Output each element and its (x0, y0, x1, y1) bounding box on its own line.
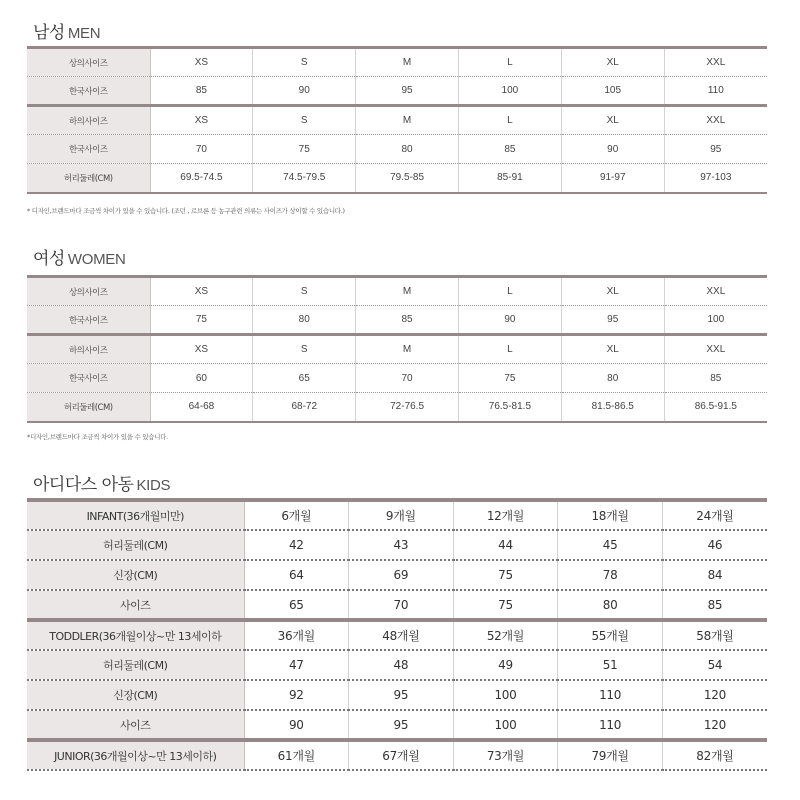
kids-size-cell: 52개월 (453, 620, 558, 650)
kids-row-label: 신장(CM) (27, 680, 244, 710)
women-size-cell: 72-76.5 (356, 393, 459, 422)
kids-table-row (27, 590, 767, 620)
kids-table-row (27, 710, 767, 740)
men-size-cell: 85-91 (458, 164, 561, 193)
kids-table-row (27, 560, 767, 590)
men-size-cell: 97-103 (664, 164, 767, 193)
kids-size-table (27, 498, 767, 771)
men-row-label: 하의사이즈 (27, 106, 150, 135)
kids-size-cell: 65 (244, 590, 349, 620)
women-table-row (27, 393, 767, 422)
kids-row-label: 허리둘레(CM) (27, 650, 244, 680)
men-size-cell: XXL (664, 106, 767, 135)
men-size-table (27, 46, 767, 194)
women-size-cell: S (253, 335, 356, 364)
kids-size-cell: 92 (244, 680, 349, 710)
women-row-label: 상의사이즈 (27, 277, 150, 306)
women-size-cell: L (458, 277, 561, 306)
women-size-cell: L (458, 335, 561, 364)
kids-size-cell: 9개월 (349, 500, 454, 530)
women-size-cell: 90 (458, 306, 561, 335)
kids-row-label: 신장(CM) (27, 560, 244, 590)
women-size-cell: 80 (253, 306, 356, 335)
women-table-row (27, 364, 767, 393)
women-row-label: 한국사이즈 (27, 364, 150, 393)
women-size-cell: M (356, 335, 459, 364)
kids-size-cell: 18개월 (558, 500, 663, 530)
kids-size-cell: 75 (453, 560, 558, 590)
men-size-cell: 69.5-74.5 (150, 164, 253, 193)
kids-size-cell: 47 (244, 650, 349, 680)
women-size-cell: XXL (664, 335, 767, 364)
men-table-row (27, 106, 767, 135)
kids-size-cell: 78 (558, 560, 663, 590)
women-size-cell: 65 (253, 364, 356, 393)
kids-size-cell: 55개월 (558, 620, 663, 650)
women-size-cell: XS (150, 277, 253, 306)
women-size-cell: XL (561, 277, 664, 306)
kids-size-cell: 110 (558, 710, 663, 740)
kids-row-label: JUNIOR(36개월이상~만 13세이하) (27, 740, 244, 770)
men-row-label: 허리둘레(CM) (27, 164, 150, 193)
men-size-cell: S (253, 106, 356, 135)
kids-size-cell: 70 (349, 590, 454, 620)
kids-size-cell: 67개월 (349, 740, 454, 770)
men-size-cell: 70 (150, 135, 253, 164)
kids-size-cell: 36개월 (244, 620, 349, 650)
men-table-row (27, 48, 767, 77)
kids-size-cell: 42 (244, 530, 349, 560)
men-size-cell: 105 (561, 77, 664, 106)
men-title-en: MEN (67, 25, 101, 42)
men-size-cell: 80 (356, 135, 459, 164)
kids-size-cell: 46 (662, 530, 767, 560)
women-size-cell: 80 (561, 364, 664, 393)
kids-size-cell: 24개월 (662, 500, 767, 530)
men-size-cell: XS (150, 48, 253, 77)
men-size-cell: M (356, 48, 459, 77)
women-size-cell: M (356, 277, 459, 306)
kids-row-label: 사이즈 (27, 710, 244, 740)
women-size-note: *디자인,브랜드마다 조금씩 차이가 있을 수 있습니다. (27, 433, 168, 441)
kids-table-row (27, 530, 767, 560)
women-row-label: 허리둘레(CM) (27, 393, 150, 422)
men-size-cell: 75 (253, 135, 356, 164)
kids-row-label: 사이즈 (27, 590, 244, 620)
kids-size-cell: 48개월 (349, 620, 454, 650)
kids-size-cell: 51 (558, 650, 663, 680)
kids-size-cell: 64 (244, 560, 349, 590)
men-row-label: 한국사이즈 (27, 77, 150, 106)
women-size-cell: S (253, 277, 356, 306)
kids-title-en: KIDS (136, 477, 171, 494)
women-size-cell: 70 (356, 364, 459, 393)
women-size-cell: 75 (150, 306, 253, 335)
men-size-cell: 95 (356, 77, 459, 106)
women-size-cell: 81.5-86.5 (561, 393, 664, 422)
kids-row-label: 허리둘레(CM) (27, 530, 244, 560)
women-section-title (33, 244, 126, 269)
kids-size-cell: 110 (558, 680, 663, 710)
women-table-row (27, 335, 767, 364)
men-size-cell: 110 (664, 77, 767, 106)
men-size-cell: 100 (458, 77, 561, 106)
men-size-cell: 91-97 (561, 164, 664, 193)
kids-size-cell: 45 (558, 530, 663, 560)
kids-size-cell: 82개월 (662, 740, 767, 770)
kids-size-cell: 61개월 (244, 740, 349, 770)
kids-size-cell: 90 (244, 710, 349, 740)
kids-size-cell: 100 (453, 710, 558, 740)
men-table-row (27, 77, 767, 106)
women-table-row (27, 306, 767, 335)
kids-size-cell: 95 (349, 710, 454, 740)
kids-size-cell: 73개월 (453, 740, 558, 770)
kids-table-row (27, 680, 767, 710)
men-table-row (27, 135, 767, 164)
kids-size-cell: 54 (662, 650, 767, 680)
men-size-cell: 85 (150, 77, 253, 106)
men-row-label: 한국사이즈 (27, 135, 150, 164)
men-size-cell: 79.5-85 (356, 164, 459, 193)
women-size-table (27, 275, 767, 423)
men-size-cell: L (458, 106, 561, 135)
women-size-cell: 95 (561, 306, 664, 335)
kids-size-cell: 85 (662, 590, 767, 620)
women-title-ko: 여성 (33, 249, 65, 269)
men-size-cell: 90 (253, 77, 356, 106)
men-size-note: * 디자인,브랜드마다 조금씩 차이가 있을 수 있습니다. (조던 , 르브론 등 농구관련 의류는 사이즈가 상이할 수 있습니다.) (27, 207, 345, 215)
kids-size-cell: 58개월 (662, 620, 767, 650)
kids-size-cell: 75 (453, 590, 558, 620)
men-size-cell: 90 (561, 135, 664, 164)
men-size-cell: S (253, 48, 356, 77)
women-size-cell: 86.5-91.5 (664, 393, 767, 422)
kids-size-cell: 43 (349, 530, 454, 560)
women-size-cell: 85 (356, 306, 459, 335)
women-size-cell: 85 (664, 364, 767, 393)
men-size-cell: 95 (664, 135, 767, 164)
kids-table-row (27, 650, 767, 680)
women-size-cell: 60 (150, 364, 253, 393)
men-size-cell: M (356, 106, 459, 135)
men-size-cell: XL (561, 48, 664, 77)
kids-size-cell: 12개월 (453, 500, 558, 530)
women-size-cell: XS (150, 335, 253, 364)
men-size-cell: 85 (458, 135, 561, 164)
kids-row-label: INFANT(36개월미만) (27, 500, 244, 530)
men-size-cell: XXL (664, 48, 767, 77)
kids-size-cell: 44 (453, 530, 558, 560)
women-row-label: 하의사이즈 (27, 335, 150, 364)
men-title-ko: 남성 (33, 23, 65, 43)
kids-table-row (27, 620, 767, 650)
kids-size-cell: 120 (662, 710, 767, 740)
kids-size-cell: 79개월 (558, 740, 663, 770)
kids-size-cell: 6개월 (244, 500, 349, 530)
kids-size-cell: 48 (349, 650, 454, 680)
women-title-en: WOMEN (67, 251, 126, 268)
women-size-cell: 68-72 (253, 393, 356, 422)
men-size-cell: XL (561, 106, 664, 135)
women-size-cell: 75 (458, 364, 561, 393)
men-table-row (27, 164, 767, 193)
kids-size-cell: 80 (558, 590, 663, 620)
kids-title-ko: 아디다스 아동 (33, 475, 134, 495)
women-size-cell: 64-68 (150, 393, 253, 422)
women-size-cell: 100 (664, 306, 767, 335)
women-size-cell: XL (561, 335, 664, 364)
men-size-cell: L (458, 48, 561, 77)
men-size-cell: XS (150, 106, 253, 135)
kids-size-cell: 100 (453, 680, 558, 710)
men-section-title (33, 18, 100, 43)
women-size-cell: XXL (664, 277, 767, 306)
women-table-row (27, 277, 767, 306)
kids-section-title (33, 470, 170, 495)
men-size-cell: 74.5-79.5 (253, 164, 356, 193)
women-row-label: 한국사이즈 (27, 306, 150, 335)
kids-size-cell: 95 (349, 680, 454, 710)
men-row-label: 상의사이즈 (27, 48, 150, 77)
kids-size-cell: 49 (453, 650, 558, 680)
women-size-cell: 76.5-81.5 (458, 393, 561, 422)
kids-row-label: TODDLER(36개월이상~만 13세이하 (27, 620, 244, 650)
kids-size-cell: 120 (662, 680, 767, 710)
kids-size-cell: 69 (349, 560, 454, 590)
kids-table-row (27, 500, 767, 530)
kids-table-row (27, 740, 767, 770)
kids-size-cell: 84 (662, 560, 767, 590)
